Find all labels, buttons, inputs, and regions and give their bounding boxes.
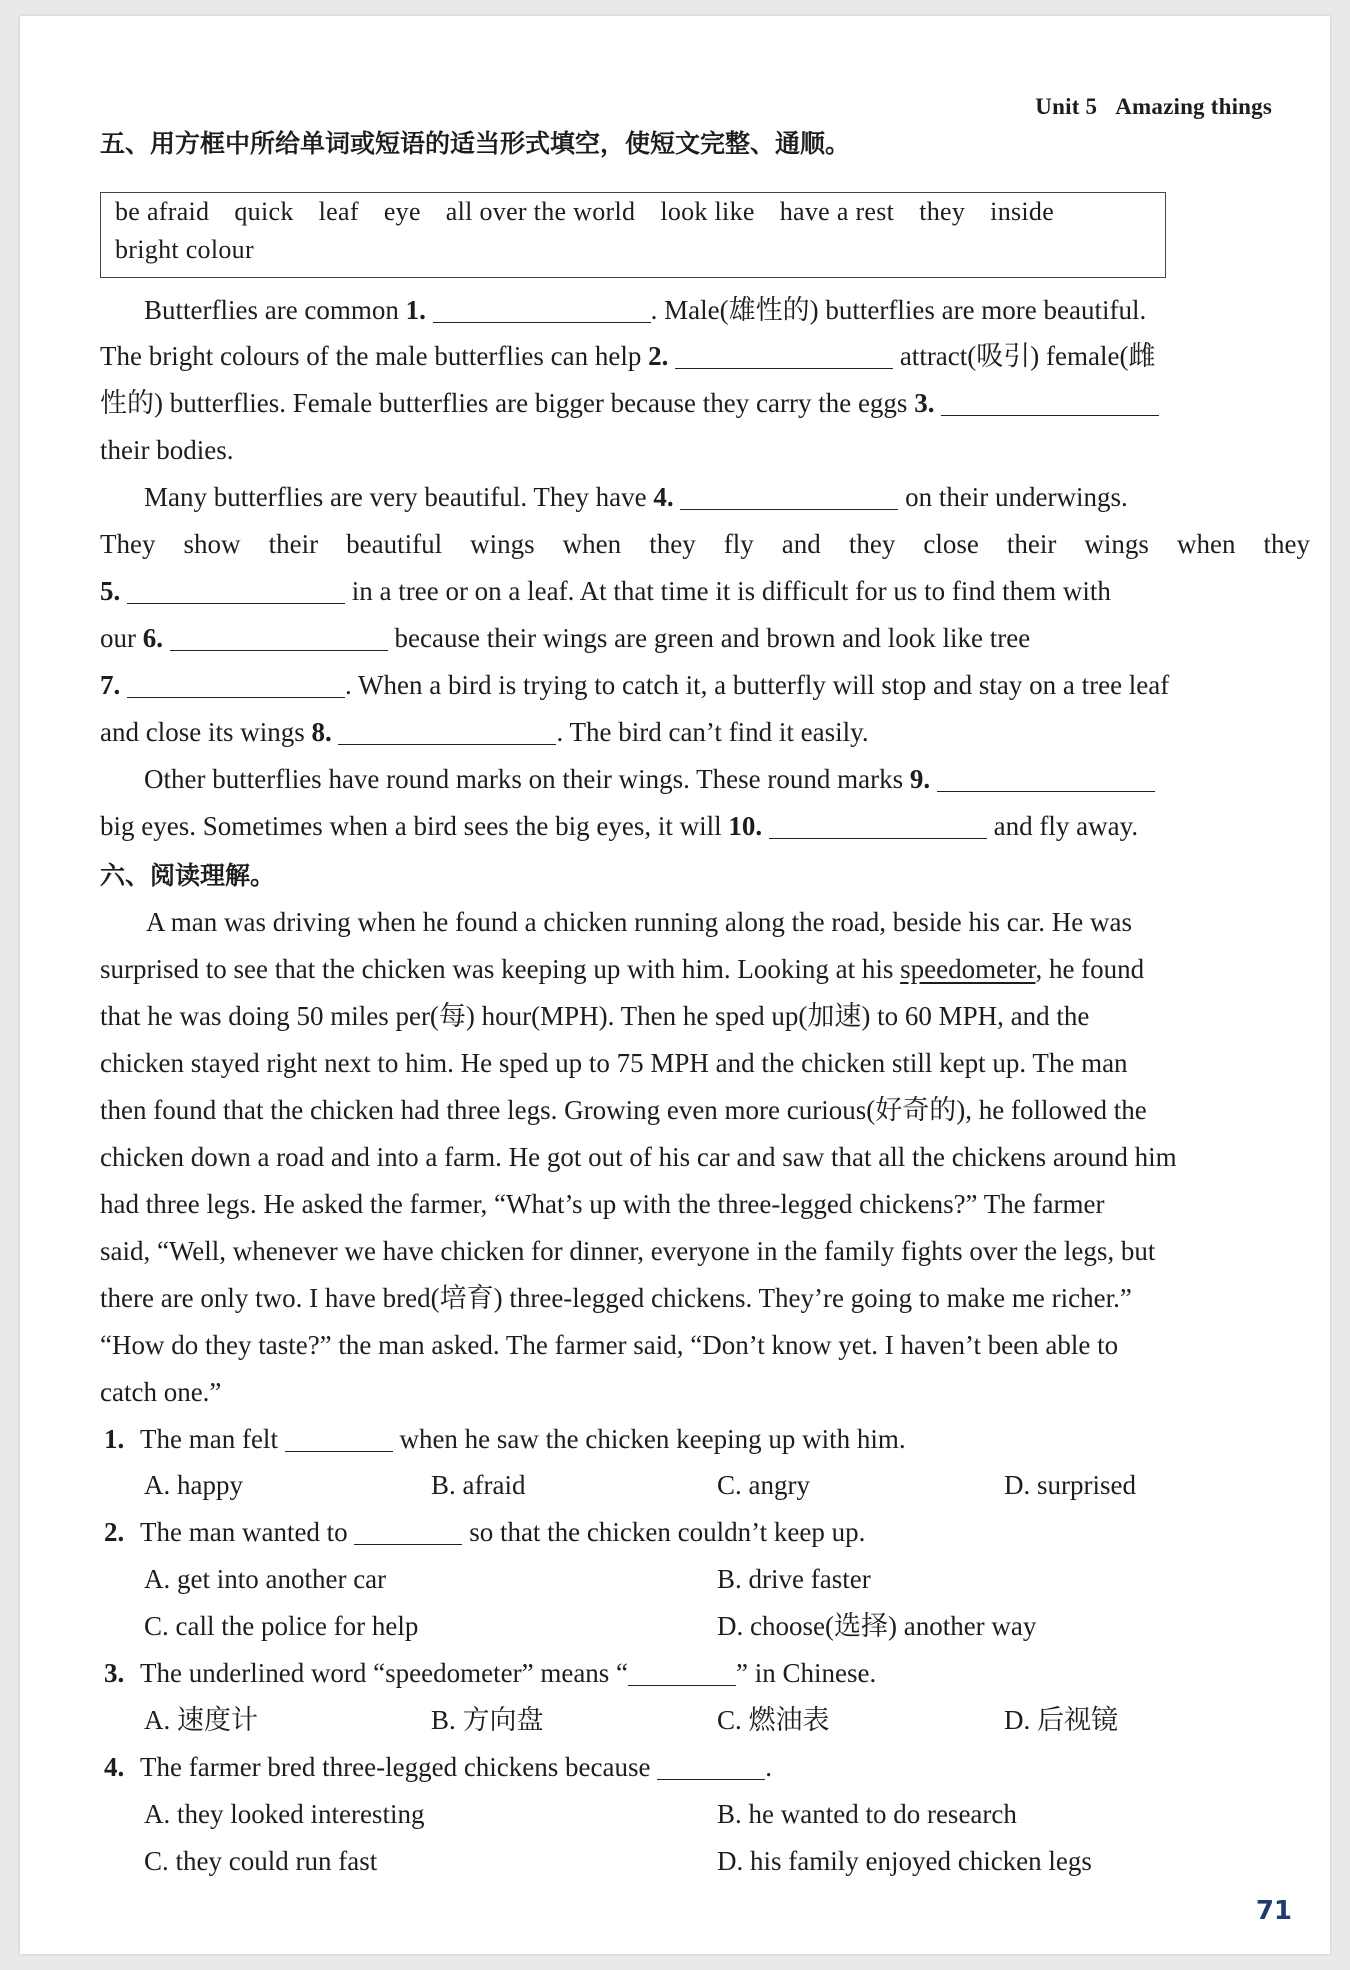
- word-item: leaf: [318, 197, 359, 226]
- word-box: [100, 192, 1166, 278]
- section-6-title: 六、阅读理解。: [100, 861, 276, 890]
- word-box-row-1: [115, 197, 1079, 227]
- blank-number: 1.: [405, 295, 426, 325]
- word-item: all over the world: [445, 197, 636, 226]
- question-1: 1. The man felt when he saw the chicken keeping up with him.: [104, 1424, 906, 1454]
- passage-line: their bodies.: [100, 435, 234, 465]
- option-c[interactable]: C. angry: [717, 1470, 810, 1500]
- passage-line: our 6. because their wings are green and brown and look like tree: [100, 623, 1031, 653]
- question-blank[interactable]: [285, 1425, 393, 1452]
- underlined-word: speedometer: [900, 954, 1036, 984]
- question-3: 3. The underlined word “speedometer” means “ ” in Chinese.: [104, 1658, 877, 1688]
- answer-blank-4[interactable]: [680, 483, 898, 510]
- blank-number: 6.: [142, 623, 163, 653]
- unit-label: Unit 5: [1035, 94, 1098, 119]
- blank-number: 10.: [728, 811, 763, 841]
- blank-number: 2.: [648, 341, 669, 371]
- option-b[interactable]: B. 方向盘: [431, 1705, 544, 1735]
- blank-number: 9.: [909, 764, 931, 794]
- reading-line: there are only two. I have bred(培育) three-legged chickens. They’re going to make me richer.”: [100, 1283, 1132, 1313]
- word-item: bright colour: [115, 235, 254, 264]
- passage-line: Many butterflies are very beautiful. They have 4. on their underwings.: [144, 482, 1128, 512]
- answer-blank-2[interactable]: [675, 342, 893, 369]
- reading-line: had three legs. He asked the farmer, “What’s up with the three-legged chickens?” The farmer: [100, 1189, 1105, 1219]
- blank-number: 8.: [311, 717, 332, 747]
- reading-line: then found that the chicken had three legs. Growing even more curious(好奇的), he followed the: [100, 1095, 1147, 1125]
- passage-line: 5. in a tree or on a leaf. At that time it is difficult for us to find them with: [100, 576, 1111, 606]
- passage-line: Butterflies are common 1. . Male(雄性的) butterflies are more beautiful.: [144, 295, 1147, 325]
- option-c[interactable]: C. call the police for help: [144, 1611, 419, 1641]
- option-a[interactable]: A. get into another car: [144, 1564, 387, 1594]
- reading-line: A man was driving when he found a chicken running along the road, beside his car. He was: [146, 907, 1132, 937]
- word-box-row-2: [115, 235, 279, 265]
- blank-number: 7.: [100, 670, 121, 700]
- blank-number: 3.: [914, 388, 935, 418]
- passage-line: and close its wings 8. . The bird can’t find it easily.: [100, 717, 869, 747]
- question-4: 4. The farmer bred three-legged chickens because .: [104, 1752, 772, 1782]
- option-c[interactable]: C. they could run fast: [144, 1846, 378, 1876]
- answer-blank-10[interactable]: [769, 812, 987, 839]
- option-b[interactable]: B. afraid: [431, 1470, 526, 1500]
- passage-line: big eyes. Sometimes when a bird sees the big eyes, it will 10. and fly away.: [100, 811, 1139, 841]
- page-number: 71: [1255, 1896, 1292, 1926]
- word-item: look like: [660, 197, 755, 226]
- passage-line: They show their beautiful wings when they fly and they close their wings when they: [100, 529, 1310, 559]
- option-a[interactable]: A. 速度计: [144, 1705, 258, 1735]
- option-a[interactable]: A. happy: [144, 1470, 243, 1500]
- worksheet-page: [20, 16, 1330, 1954]
- passage-line: The bright colours of the male butterflies can help 2. attract(吸引) female(雌: [100, 341, 1156, 371]
- blank-number: 4.: [653, 482, 674, 512]
- reading-line: catch one.”: [100, 1377, 222, 1407]
- word-item: be afraid: [115, 197, 210, 226]
- answer-blank-3[interactable]: [941, 389, 1159, 416]
- question-blank[interactable]: [657, 1753, 765, 1780]
- option-c[interactable]: C. 燃油表: [717, 1705, 830, 1735]
- option-d[interactable]: D. his family enjoyed chicken legs: [717, 1846, 1092, 1876]
- running-header: [1035, 94, 1272, 120]
- reading-line: chicken down a road and into a farm. He got out of his car and saw that all the chickens around him: [100, 1142, 1177, 1172]
- passage-line: 性的) butterflies. Female butterflies are bigger because they carry the eggs 3.: [100, 385, 1310, 421]
- word-item: have a rest: [779, 197, 895, 226]
- passage-line: Other butterflies have round marks on their wings. These round marks 9.: [144, 761, 1310, 797]
- passage-line: 7. . When a bird is trying to catch it, a butterfly will stop and stay on a tree leaf: [100, 670, 1170, 700]
- word-item: inside: [990, 197, 1055, 226]
- word-item: eye: [383, 197, 421, 226]
- option-d[interactable]: D. 后视镜: [1004, 1705, 1118, 1735]
- option-d[interactable]: D. choose(选择) another way: [717, 1611, 1037, 1641]
- answer-blank-8[interactable]: [338, 718, 556, 745]
- reading-line: surprised to see that the chicken was keeping up with him. Looking at his speedometer, he found: [100, 954, 1145, 984]
- unit-title: Amazing things: [1115, 94, 1272, 119]
- option-a[interactable]: A. they looked interesting: [144, 1799, 425, 1829]
- answer-blank-9[interactable]: [937, 765, 1155, 792]
- word-item: quick: [234, 197, 294, 226]
- answer-blank-6[interactable]: [170, 624, 388, 651]
- answer-blank-7[interactable]: [127, 671, 345, 698]
- question-blank[interactable]: [628, 1659, 736, 1686]
- option-b[interactable]: B. he wanted to do research: [717, 1799, 1017, 1829]
- option-b[interactable]: B. drive faster: [717, 1564, 871, 1594]
- reading-line: that he was doing 50 miles per(每) hour(MPH). Then he sped up(加速) to 60 MPH, and the: [100, 1001, 1090, 1031]
- reading-line: “How do they taste?” the man asked. The farmer said, “Don’t know yet. I haven’t been able to: [100, 1330, 1119, 1360]
- question-blank[interactable]: [354, 1518, 462, 1545]
- option-d[interactable]: D. surprised: [1004, 1470, 1136, 1500]
- question-2: 2. The man wanted to so that the chicken couldn’t keep up.: [104, 1517, 866, 1547]
- answer-blank-5[interactable]: [127, 577, 345, 604]
- word-item: they: [919, 197, 966, 226]
- blank-number: 5.: [100, 576, 121, 606]
- answer-blank-1[interactable]: [433, 296, 651, 323]
- reading-line: chicken stayed right next to him. He sped up to 75 MPH and the chicken still kept up. The man: [100, 1048, 1128, 1078]
- section-5-title: 五、用方框中所给单词或短语的适当形式填空，使短文完整、通顺。: [100, 129, 851, 158]
- reading-line: said, “Well, whenever we have chicken for dinner, everyone in the family fights over the legs, but: [100, 1236, 1156, 1266]
